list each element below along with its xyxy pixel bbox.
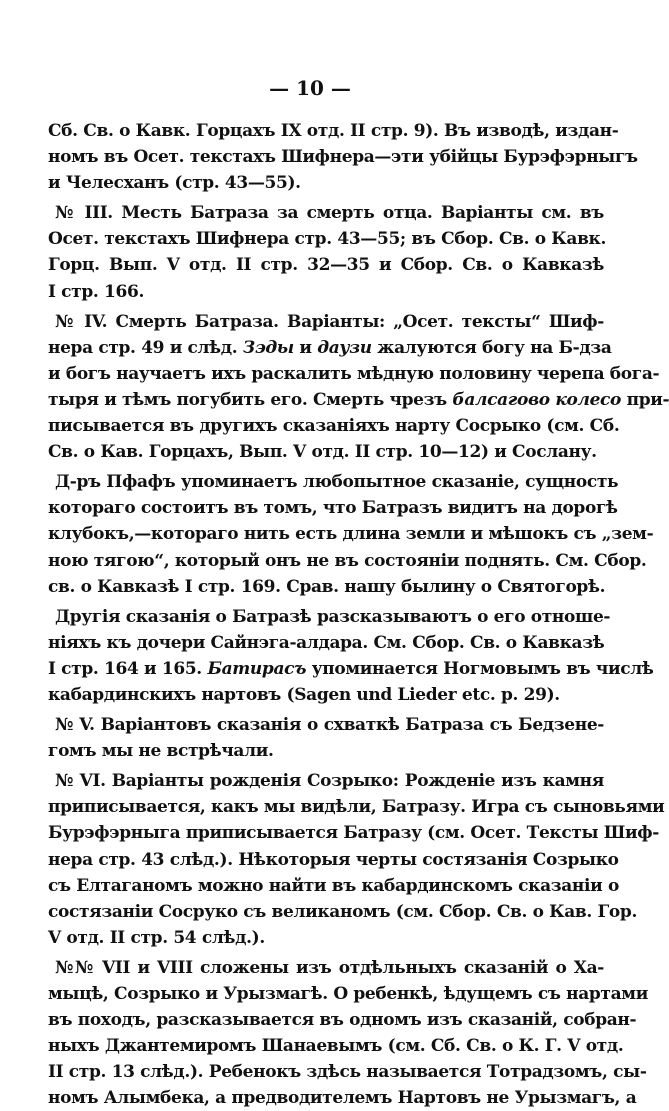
text-run: нера стр. 43 слѣд.). Нѣкоторыя черты состязанія Созрыко xyxy=(48,849,619,870)
text-run: жалуются богу на Б-дза xyxy=(371,337,612,358)
text-line xyxy=(48,1033,624,1059)
text-run: № V. Варіантовъ сказанія о схваткѣ Батраза съ Бедзене- xyxy=(55,715,604,736)
text-run: № IV. Смерть Батраза. Варіанты: „Осет. тексты“ Шиф- xyxy=(55,311,604,332)
text-run: I стр. 166. xyxy=(48,281,145,302)
text-line xyxy=(48,873,619,899)
text-line xyxy=(48,574,604,600)
text-line xyxy=(48,604,611,630)
text-run: ныхъ Джантемиромъ Шанаевымъ (см. Сб. Св. о К. Г. V отд. xyxy=(48,1036,624,1057)
paragraph xyxy=(48,712,604,764)
text-line xyxy=(48,118,619,144)
text-run: съ Елтаганомъ можно найти въ кабардинскомъ сказаніи о xyxy=(48,875,619,896)
text-line xyxy=(48,279,604,305)
text-line xyxy=(48,226,607,252)
text-line xyxy=(48,656,654,682)
text-run: мыцѣ, Созрыко и Урызмагѣ. О ребенкѣ, ѣдущемъ съ нартами xyxy=(48,984,648,1004)
text-run: Горц. Вып. V отд. II стр. 32—35 и Сбор. Св. о Кавказѣ xyxy=(48,255,604,276)
text-run: упоминается Ногмовымъ въ числѣ xyxy=(306,658,654,679)
text-line xyxy=(48,439,604,465)
text-line xyxy=(48,899,638,925)
text-run: писывается въ другихъ сказаніяхъ нарту Сосрыко (см. Сб. xyxy=(48,416,620,437)
text-run: №№ VII и VIII сложены изъ отдѣльныхъ сказаній о Ха- xyxy=(55,957,604,978)
text-run: гомъ мы не встрѣчали. xyxy=(48,741,274,762)
page-number: — 10 — xyxy=(269,76,351,100)
italic-term: Зэды xyxy=(242,337,294,358)
text-line xyxy=(48,521,654,547)
text-line xyxy=(48,794,665,820)
paragraph xyxy=(48,768,665,951)
text-run: II стр. 13 слѣд.). Ребенокъ здѣсь называется Тотрадзомъ, сы- xyxy=(48,1062,647,1083)
text-run: Сб. Св. о Кавк. Горцахъ IX отд. II стр. 9). Въ изводѣ, издан- xyxy=(48,121,619,141)
text-run: и Челесханъ (стр. 43—55). xyxy=(48,173,301,194)
text-run: при- xyxy=(621,389,669,410)
body-text xyxy=(48,118,669,1111)
text-line xyxy=(48,630,604,656)
text-line xyxy=(48,955,604,981)
text-run: св. о Кавказѣ I стр. 169. Срав. нашу былину о Святогорѣ. xyxy=(48,576,606,597)
text-line xyxy=(48,387,669,413)
text-run: состязаніи Сосруко съ великаномъ (см. Сбор. Св. о Кав. Гор. xyxy=(48,901,638,922)
text-line xyxy=(48,768,604,794)
text-line xyxy=(48,1085,637,1111)
text-run: приписывается, какъ мы видѣли, Батразу. Игра съ сыновьями xyxy=(48,797,665,818)
paragraph xyxy=(48,118,638,196)
text-run: тыря и тѣмъ погубить его. Смерть чрезъ xyxy=(48,389,453,410)
text-run: котораго состоитъ въ томъ, что Батразъ видитъ на дорогѣ xyxy=(48,498,618,519)
text-run: № III. Месть Батраза за смерть отца. Варіанты см. въ xyxy=(55,203,604,224)
text-run: въ походъ, разсказывается въ одномъ изъ сказаній, собран- xyxy=(48,1010,637,1031)
paragraph xyxy=(48,469,654,599)
text-line xyxy=(48,1059,647,1085)
text-line xyxy=(48,361,660,387)
text-run: ною тягою“, который онъ не въ состояніи поднять. См. Сбор. xyxy=(48,550,647,571)
text-run: и богъ научаетъ ихъ раскалить мѣдную половину черепа бога- xyxy=(48,363,660,384)
text-line xyxy=(48,820,659,846)
text-line xyxy=(48,1007,637,1033)
text-line xyxy=(48,335,612,361)
text-line xyxy=(48,981,648,1007)
text-run: I стр. 164 и 165. xyxy=(48,658,208,679)
text-line xyxy=(48,712,604,738)
text-run: Д-ръ Пфафъ упоминаетъ любопытное сказаніе, сущность xyxy=(55,472,619,493)
text-line xyxy=(48,170,604,196)
text-line xyxy=(48,847,619,873)
text-run: № VI. Варіанты рожденія Созрыко: Рожденіе изъ камня xyxy=(55,771,604,792)
text-run: номъ Алымбека, а предводителемъ Нартовъ не Урызмагъ, а xyxy=(48,1088,637,1109)
text-line xyxy=(48,413,620,439)
text-line xyxy=(48,252,604,278)
text-run: номъ въ Осет. текстахъ Шифнера—эти убійцы Бурэфэрныгъ xyxy=(48,147,638,168)
italic-term: Батирасъ xyxy=(207,658,307,679)
text-line xyxy=(48,548,647,574)
text-line xyxy=(48,495,618,521)
text-run: V отд. II стр. 54 слѣд.). xyxy=(48,927,265,948)
paragraph xyxy=(48,955,648,1111)
text-line xyxy=(48,469,619,495)
paragraph xyxy=(48,200,607,304)
text-line xyxy=(48,925,604,951)
paragraph xyxy=(48,604,654,708)
text-line xyxy=(48,309,604,335)
text-run: Св. о Кав. Горцахъ, Вып. V отд. II стр. 10—12) и Сослану. xyxy=(48,442,597,463)
text-run: Другія сказанія о Батразѣ разсказываютъ о его отноше- xyxy=(55,606,611,627)
text-line xyxy=(48,200,604,226)
text-run: кабардинскихъ нартовъ (Sagen und Lieder etc. p. 29). xyxy=(48,684,560,705)
text-run: Бурэфэрныга приписывается Батразу (см. Осет. Тексты Шиф- xyxy=(48,823,659,844)
text-run: клубокъ,—котораго нить есть длина земли и мѣшокъ съ „зем- xyxy=(48,524,654,545)
italic-term: даузи xyxy=(317,337,372,358)
text-run: ніяхъ къ дочери Сайнэга-алдара. См. Сбор. Св. о Кавказѣ xyxy=(48,632,605,653)
text-run: и xyxy=(293,337,318,358)
text-run: нера стр. 49 и слѣд. xyxy=(48,337,243,358)
text-run: Осет. текстахъ Шифнера стр. 43—55; въ Сбор. Св. о Кавк. xyxy=(48,229,607,250)
text-line xyxy=(48,144,638,170)
paragraph xyxy=(48,309,669,466)
text-line xyxy=(48,682,604,708)
text-line xyxy=(48,738,604,764)
italic-term: балсагово колесо xyxy=(452,389,622,410)
